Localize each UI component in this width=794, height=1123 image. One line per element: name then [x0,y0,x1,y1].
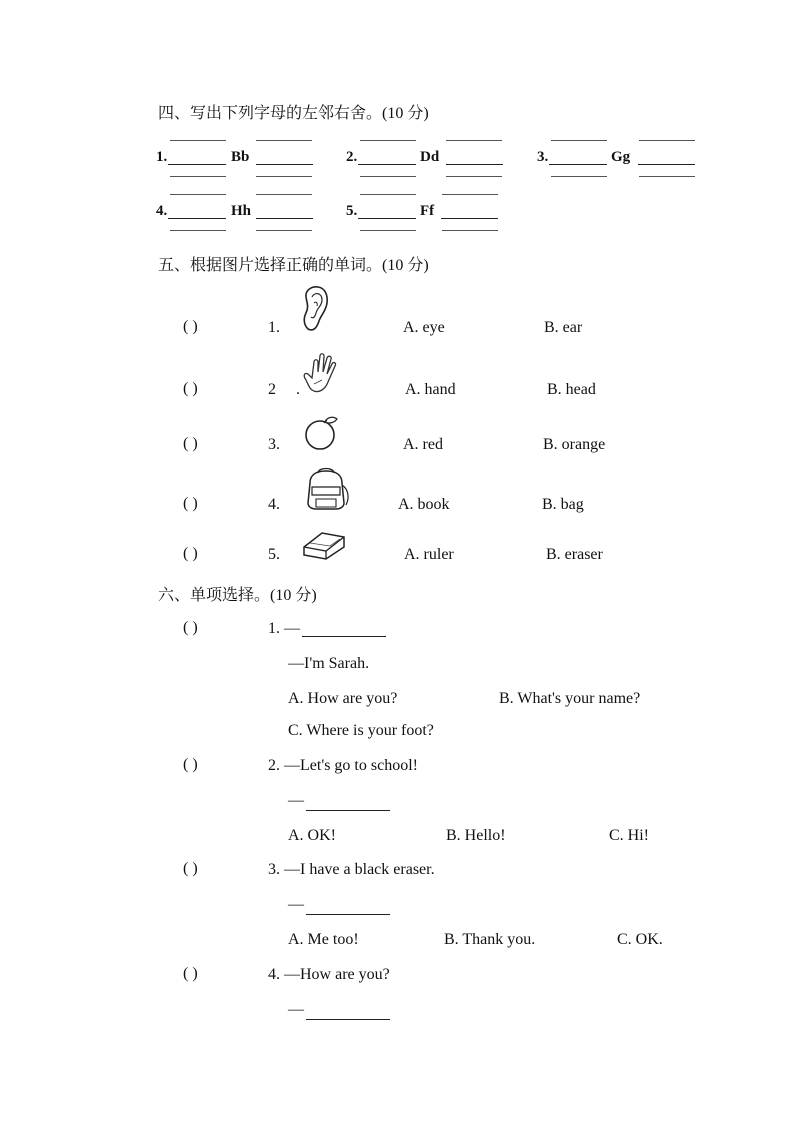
option-b[interactable]: B. orange [543,436,606,453]
option-c[interactable]: C. Hi! [609,827,649,844]
item-number: 2. [346,149,358,165]
ear-icon [300,285,330,335]
item-number: 4. [156,203,168,219]
dialogue-line-2: — [288,792,304,809]
answer-blank-left[interactable] [168,164,226,165]
option-a[interactable]: A. hand [405,381,456,398]
option-b[interactable]: B. bag [542,496,584,513]
dialogue-line-1: — [284,620,300,637]
answer-blank-right[interactable] [638,164,695,165]
eraser-icon [300,527,348,563]
hand-icon [300,350,340,398]
item-number: 5. [346,203,358,219]
option-a[interactable]: A. How are you? [288,690,398,707]
option-b[interactable]: B. Hello! [446,827,506,844]
question-number: 2. [268,757,280,774]
answer-blank-right[interactable] [256,218,313,219]
dialogue-line-1: —Let's go to school! [284,757,418,774]
section6-title: 六、单项选择。(10 分) [158,587,317,604]
answer-blank-left[interactable] [168,218,226,219]
section4-title: 四、写出下列字母的左邻右舍。(10 分) [158,105,429,122]
answer-blank-right[interactable] [446,164,503,165]
guide-line [360,230,416,231]
answer-blank[interactable] [302,636,386,637]
guide-line [170,176,226,177]
question-number-dot: . [296,381,300,398]
question-number: 3. [268,436,280,453]
answer-parentheses[interactable]: ( ) [183,545,198,562]
guide-line [442,230,498,231]
dialogue-line-1: —How are you? [284,966,390,983]
answer-parentheses[interactable]: ( ) [183,756,198,773]
question-number: 3. [268,861,280,878]
answer-parentheses[interactable]: ( ) [183,860,198,877]
option-a[interactable]: A. Me too! [288,931,359,948]
option-b[interactable]: B. Thank you. [444,931,536,948]
question-number: 5. [268,546,280,563]
answer-blank[interactable] [306,1019,390,1020]
guide-line [256,176,312,177]
given-letter: Ff [420,203,435,219]
answer-parentheses[interactable]: ( ) [183,435,198,452]
option-b[interactable]: B. ear [544,319,583,336]
answer-parentheses[interactable]: ( ) [183,318,198,335]
guide-line [551,176,607,177]
option-c[interactable]: C. Where is your foot? [288,722,434,739]
guide-line [360,194,416,195]
dialogue-line-2: — [288,896,304,913]
guide-line [170,230,226,231]
option-a[interactable]: A. OK! [288,827,336,844]
answer-blank[interactable] [306,810,390,811]
question-number: 1. [268,319,280,336]
option-b[interactable]: B. eraser [546,546,603,563]
item-number: 3. [537,149,549,165]
guide-line [170,140,226,141]
given-letter: Gg [611,149,631,165]
orange-icon [303,413,343,453]
option-a[interactable]: A. book [398,496,450,513]
answer-parentheses[interactable]: ( ) [183,619,198,636]
guide-line [442,194,498,195]
dialogue-line-1: —I have a black eraser. [284,861,435,878]
answer-parentheses[interactable]: ( ) [183,380,198,397]
answer-blank-right[interactable] [256,164,313,165]
guide-line [360,176,416,177]
guide-line [256,140,312,141]
given-letter: Dd [420,149,440,165]
dialogue-line-2: —I'm Sarah. [288,655,370,672]
guide-line [639,140,695,141]
guide-line [551,140,607,141]
guide-line [170,194,226,195]
guide-line [256,230,312,231]
given-letter: Bb [231,149,250,165]
answer-blank-left[interactable] [358,164,416,165]
guide-line [256,194,312,195]
option-a[interactable]: A. eye [403,319,445,336]
dialogue-line-2: — [288,1001,304,1018]
answer-blank-right[interactable] [441,218,498,219]
guide-line [446,176,502,177]
answer-blank[interactable] [306,914,390,915]
question-number: 4. [268,966,280,983]
option-c[interactable]: C. OK. [617,931,663,948]
answer-blank-left[interactable] [358,218,416,219]
guide-line [639,176,695,177]
question-number: 1. [268,620,280,637]
section5-title: 五、根据图片选择正确的单词。(10 分) [158,257,429,274]
option-a[interactable]: A. red [403,436,443,453]
answer-blank-left[interactable] [549,164,607,165]
option-b[interactable]: B. What's your name? [499,690,641,707]
bag-icon [300,465,354,513]
guide-line [446,140,502,141]
given-letter: Hh [231,203,252,219]
option-a[interactable]: A. ruler [404,546,454,563]
question-number: 2 [268,381,276,398]
item-number: 1. [156,149,168,165]
question-number: 4. [268,496,280,513]
answer-parentheses[interactable]: ( ) [183,965,198,982]
option-b[interactable]: B. head [547,381,596,398]
answer-parentheses[interactable]: ( ) [183,495,198,512]
guide-line [360,140,416,141]
